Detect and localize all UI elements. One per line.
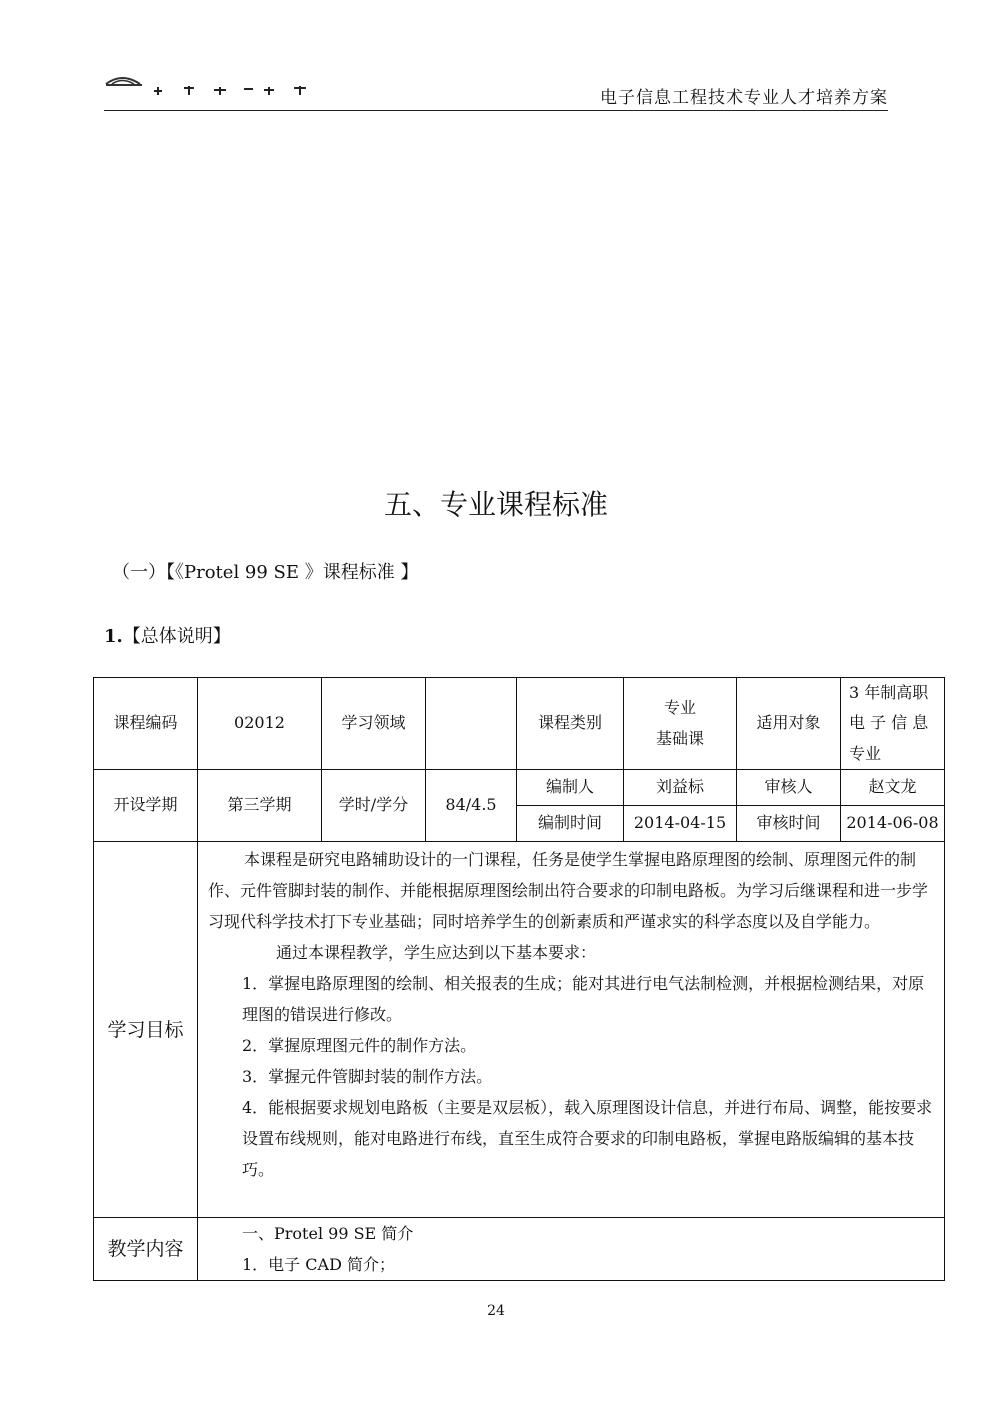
section-title: （一）【《Protel 99 SE 》课程标准 】	[112, 562, 419, 583]
value-learning-area	[426, 678, 517, 770]
objectives-content	[198, 842, 945, 1218]
label-semester: 开设学期	[94, 770, 198, 842]
audience-line-3: 专业	[849, 743, 882, 763]
main-title: 五、专业课程标准	[383, 488, 608, 521]
label-target-audience: 适用对象	[737, 678, 841, 770]
content-line: 一、Protel 99 SE 简介	[242, 1224, 414, 1244]
audience-line-1: 3 年制高职	[849, 683, 929, 702]
sub-title-text: 【总体说明】	[122, 626, 231, 647]
label-author: 编制人	[517, 770, 624, 806]
table-row	[94, 842, 945, 1218]
category-line-2: 基础课	[655, 728, 704, 748]
table-row	[94, 770, 945, 806]
label-review-date: 审核时间	[737, 806, 841, 842]
value-author: 刘益标	[624, 770, 737, 806]
header-title: 电子信息工程技术专业人才培养方案	[600, 88, 888, 108]
label-course-code: 课程编码	[94, 678, 198, 770]
category-line-1: 专业	[663, 698, 696, 718]
value-semester: 第三学期	[198, 770, 322, 842]
teaching-content	[198, 1218, 945, 1281]
value-review-date: 2014-06-08	[841, 806, 945, 842]
objective-item: 1．掌握电路原理图的绘制、相关报表的生成；能对其进行电气法制检测，并根据检测结果，对原理图的错误进行修改。	[242, 974, 925, 1025]
value-reviewer: 赵文龙	[841, 770, 945, 806]
objective-item: 2．掌握原理图元件的制作方法。	[242, 1036, 477, 1056]
label-reviewer: 审核人	[737, 770, 841, 806]
audience-line-2: 电 子 信 息	[849, 713, 929, 733]
value-author-date: 2014-04-15	[624, 806, 737, 842]
objective-paragraph: 本课程是研究电路辅助设计的一门课程，任务是使学生掌握电路原理图的绘制、原理图元件的制作、元件管脚封装的制作、并能根据原理图绘制出符合要求的印制电路板。为学习后继课程和进一步学习现代科学技术打下专业基础；同时培养学生的创新素质和严谨求实的科学态度以及自学能力。	[208, 850, 929, 932]
table-row	[94, 1218, 945, 1281]
value-course-category	[624, 678, 737, 770]
sub-title-number: 1.	[104, 626, 123, 647]
label-learning-area: 学习领域	[322, 678, 426, 770]
sub-title	[104, 622, 231, 648]
label-teaching-content: 教学内容	[94, 1218, 198, 1281]
objective-item: 4．能根据要求规划电路板（主要是双层板），载入原理图设计信息，并进行布局、调整，能按要求设置布线规则，能对电路进行布线，直至生成符合要求的印制电路板，掌握电路版编辑的基本技巧。	[242, 1098, 933, 1180]
value-target-audience	[841, 678, 945, 770]
objective-intro: 通过本课程教学，学生应达到以下基本要求：	[276, 943, 597, 963]
school-logo	[104, 72, 319, 98]
content-line: 1．电子 CAD 简介；	[242, 1255, 395, 1275]
value-course-code: 02012	[198, 678, 322, 770]
table-row	[94, 678, 945, 770]
objective-item: 3．掌握元件管脚封装的制作方法。	[242, 1067, 493, 1087]
page-header	[104, 70, 888, 111]
label-course-category: 课程类别	[517, 678, 624, 770]
label-objectives: 学习目标	[94, 842, 198, 1218]
page-number: 24	[487, 1303, 505, 1319]
label-hours-credits: 学时/学分	[322, 770, 426, 842]
label-author-date: 编制时间	[517, 806, 624, 842]
course-info-table	[93, 677, 945, 1281]
value-hours-credits: 84/4.5	[426, 770, 517, 842]
